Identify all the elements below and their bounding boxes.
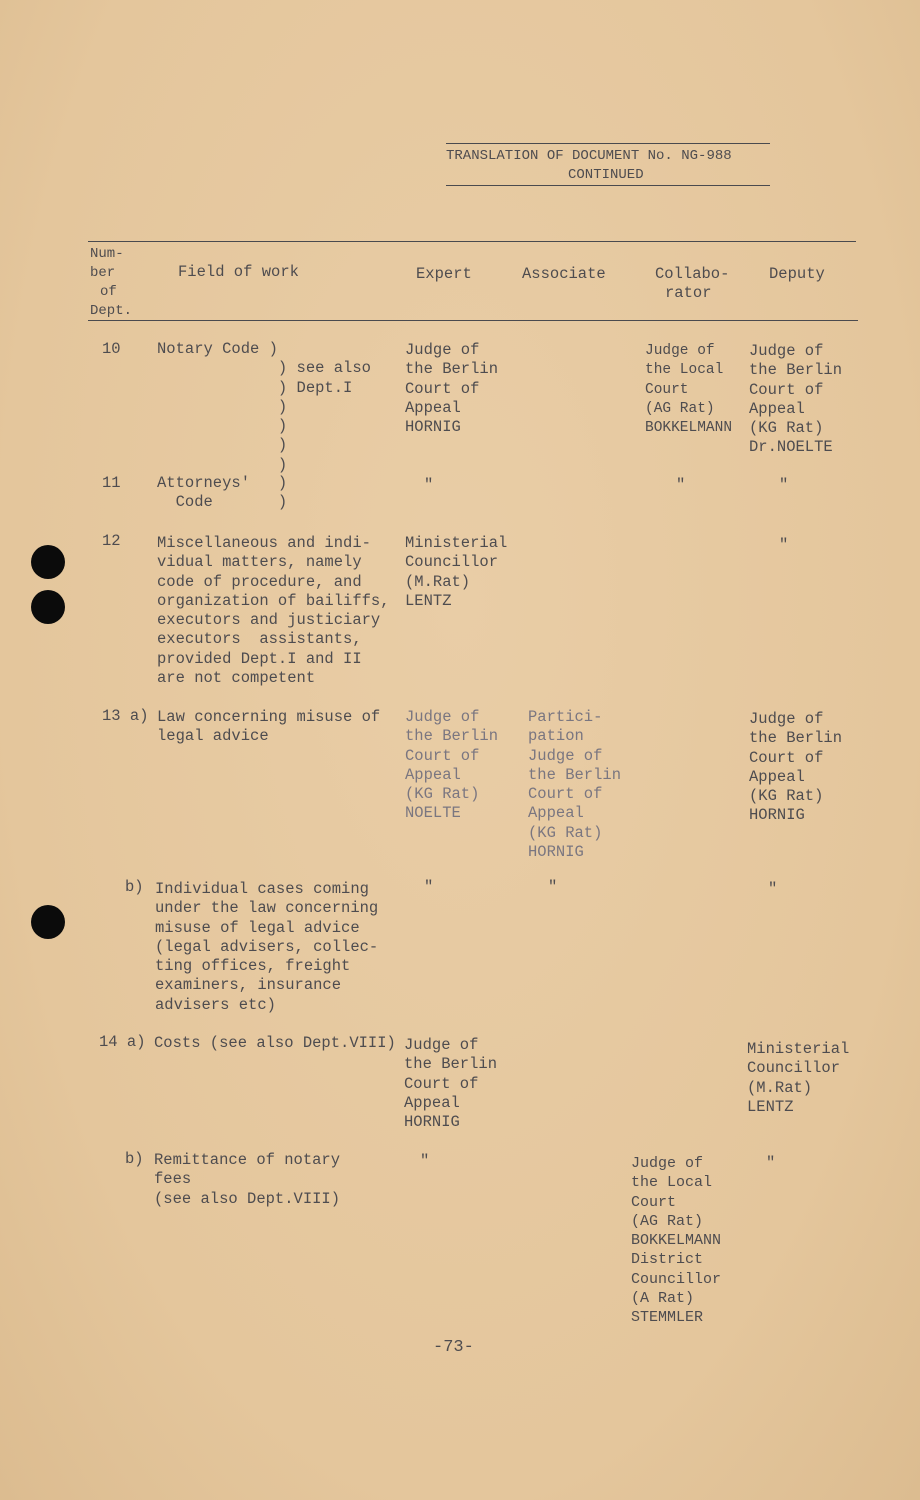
row-14a-field: Costs (see also Dept.VIII) — [154, 1034, 396, 1052]
row-13a-field: Law concerning misuse of legal advice — [157, 708, 381, 746]
row-11-field: Attorneys' ) Code ) — [157, 474, 288, 512]
row-12-field: Miscellaneous and indi- vidual matters, namely code of procedure, and organization of bailiffs, executors and justiciary executors assistants, provided Dept.I and II are not competent — [157, 534, 390, 688]
row-14b-deputy: " — [766, 1154, 776, 1172]
row-14a-number: 14 a) — [99, 1033, 146, 1051]
row-13b-number: b) — [125, 878, 144, 896]
punch-hole — [31, 905, 65, 939]
document-subtitle: CONTINUED — [568, 167, 644, 183]
row-12-expert: Ministerial Councillor (M.Rat) LENTZ — [405, 534, 508, 610]
row-13a-associate: Partici- pation Judge of the Berlin Court of Appeal (KG Rat) HORNIG — [528, 708, 622, 862]
column-header-field: Field of work — [178, 263, 299, 281]
row-11-expert: " — [424, 476, 434, 494]
column-header-associate: Associate — [522, 265, 606, 283]
row-13b-associate: " — [548, 878, 558, 896]
row-13a-number: 13 a) — [102, 707, 149, 725]
row-13a-deputy: Judge of the Berlin Court of Appeal (KG Rat) HORNIG — [749, 710, 843, 825]
row-12-number: 12 — [102, 532, 121, 550]
column-header-collaborator: Collabo- rator — [655, 265, 730, 303]
row-11-collaborator: " — [676, 476, 686, 494]
row-11-number: 11 — [102, 474, 121, 492]
row-13b-expert: " — [424, 878, 434, 896]
row-14b-field: Remittance of notary fees (see also Dept.VIII) — [154, 1151, 341, 1208]
row-14b-collaborator: Judge of the Local Court (AG Rat) BOKKELMANN District Councillor (A Rat) STEMMLER — [631, 1155, 722, 1327]
row-13b-deputy: " — [768, 880, 778, 898]
row-10-number: 10 — [102, 340, 121, 358]
column-header-expert: Expert — [416, 265, 472, 283]
page-number: -73- — [433, 1338, 474, 1357]
column-header-deputy: Deputy — [769, 265, 825, 283]
table-rule-top — [88, 241, 856, 242]
row-14a-expert: Judge of the Berlin Court of Appeal HORNIG — [404, 1036, 498, 1132]
row-14b-expert: " — [420, 1152, 430, 1170]
header-rule-top — [446, 143, 770, 144]
row-10-deputy: Judge of the Berlin Court of Appeal (KG Rat) Dr.NOELTE — [749, 342, 843, 457]
row-10-field: Notary Code ) ) see also ) Dept.I ) ) ) ) — [157, 340, 371, 474]
header-rule-bottom — [446, 185, 770, 186]
column-header-number: Num- ber of Dept. — [90, 246, 133, 319]
row-10-collaborator: Judge of the Local Court (AG Rat) BOKKELMANN — [645, 343, 733, 437]
row-13a-expert: Judge of the Berlin Court of Appeal (KG Rat) NOELTE — [405, 708, 499, 823]
punch-hole — [31, 590, 65, 624]
document-title: TRANSLATION OF DOCUMENT No. NG-988 — [446, 148, 732, 164]
table-rule-header — [88, 320, 858, 321]
row-11-deputy: " — [779, 476, 789, 494]
row-12-deputy: " — [779, 536, 789, 554]
row-10-expert: Judge of the Berlin Court of Appeal HORNIG — [405, 341, 499, 437]
punch-hole — [31, 545, 65, 579]
row-13b-field: Individual cases coming under the law concerning misuse of legal advice (legal advisers, collec- ting offices, freight examiners, insurance advisers etc) — [155, 880, 379, 1014]
row-14b-number: b) — [125, 1150, 144, 1168]
row-14a-deputy: Ministerial Councillor (M.Rat) LENTZ — [747, 1040, 850, 1116]
